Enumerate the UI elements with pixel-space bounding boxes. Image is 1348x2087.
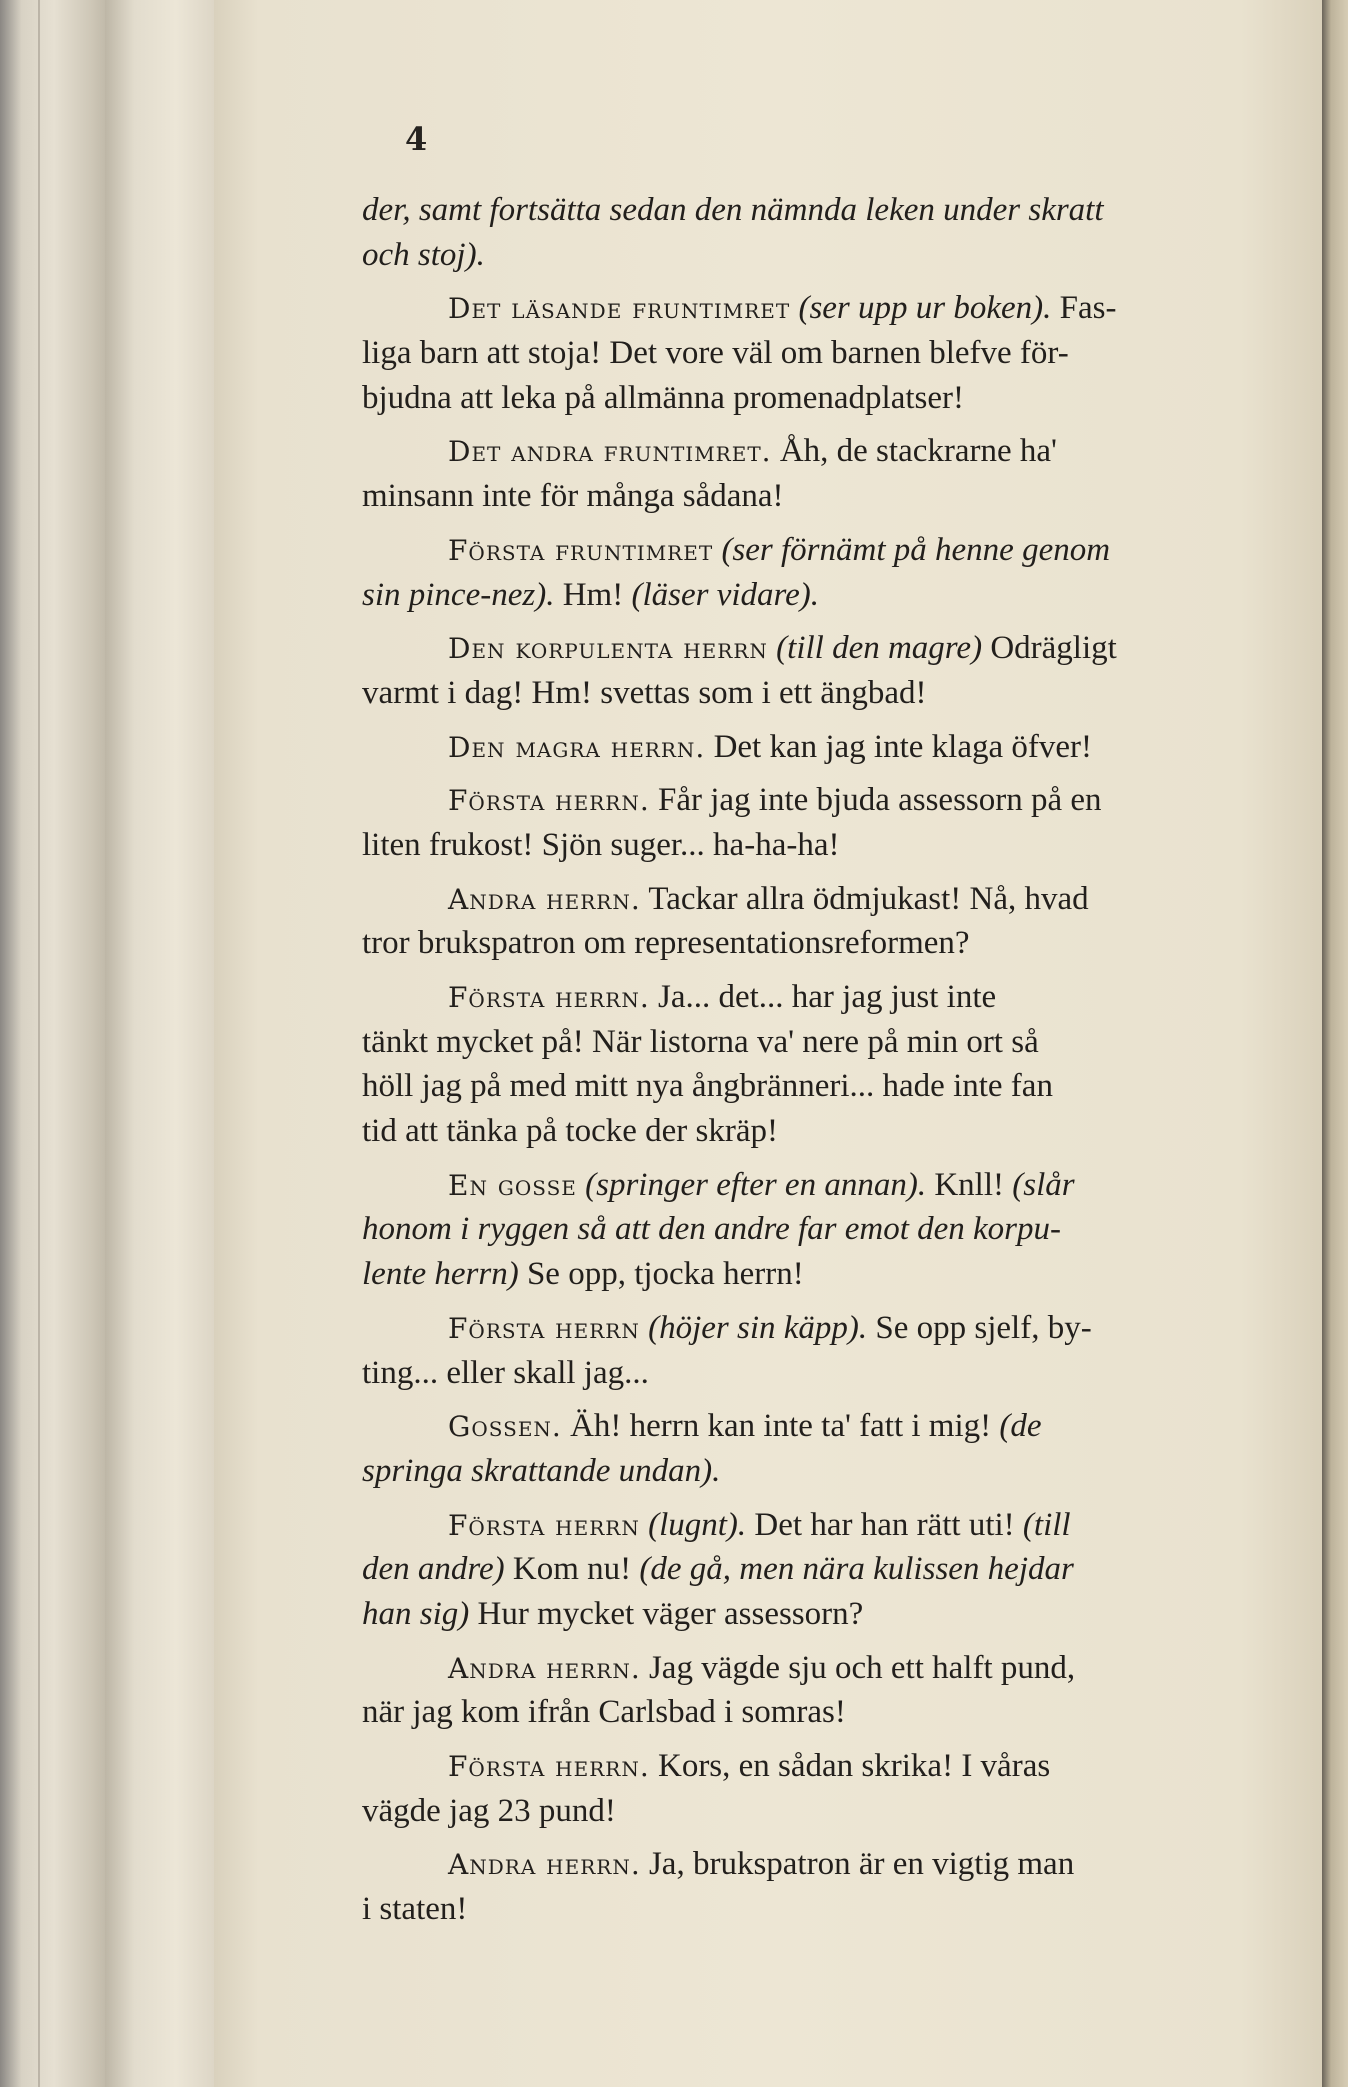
dialogue-text: Ja, brukspatron är en vigtig man xyxy=(640,1846,1075,1883)
dialogue-text: Se opp sjelf, by- xyxy=(867,1309,1092,1346)
text-line xyxy=(362,286,1282,331)
stage-direction: honom i ryggen så att den andre far emot den korpu- xyxy=(362,1211,1062,1248)
speaker-name: Den magra herrn. xyxy=(448,730,706,764)
dialogue-text: Knll! xyxy=(926,1166,1013,1203)
speaker-name: Första herrn xyxy=(448,1311,640,1345)
page-number: 4 xyxy=(405,120,428,158)
stage-direction: (ser förnämt på henne genom xyxy=(721,531,1111,568)
speaker-name: Andra herrn. xyxy=(448,1651,641,1685)
text-line xyxy=(362,1404,1282,1449)
stage-direction: (lugnt). xyxy=(648,1506,747,1543)
stage-direction: (de xyxy=(999,1408,1042,1445)
text-line xyxy=(362,1592,1282,1637)
text-line xyxy=(362,1690,1282,1735)
dialogue-text: varmt i dag! Hm! svettas som i ett ängbad! xyxy=(362,674,927,711)
text-line xyxy=(362,1064,1282,1109)
dialogue-text xyxy=(640,1507,648,1543)
stage-direction: (höjer sin käpp). xyxy=(648,1309,868,1346)
text-line xyxy=(362,474,1282,519)
dialogue-text: liten frukost! Sjön suger... ha-ha-ha! xyxy=(362,826,840,863)
dialogue-text: Åh, de stackrarne ha' xyxy=(771,433,1057,470)
text-line xyxy=(362,725,1282,770)
stage-direction: och stoj). xyxy=(362,236,485,273)
dialogue-text: Tackar allra ödmjukast! Nå, hvad xyxy=(640,880,1089,917)
dialogue-text: när jag kom ifrån Carlsbad i somras! xyxy=(362,1694,846,1731)
stage-direction: (läser vidare). xyxy=(631,576,820,613)
text-line xyxy=(362,1020,1282,1065)
facing-page-edge xyxy=(1322,0,1348,2087)
text-line xyxy=(362,671,1282,716)
stage-direction: (springer efter en annan). xyxy=(585,1166,927,1203)
text-line xyxy=(362,1842,1282,1887)
text-line xyxy=(362,1109,1282,1154)
dialogue-text: minsann inte för många sådana! xyxy=(362,478,784,515)
dialogue-text: tänkt mycket på! När listorna va' nere på min ort så xyxy=(362,1023,1039,1060)
text-line xyxy=(362,1163,1282,1208)
text-line xyxy=(362,188,1282,233)
text-line xyxy=(362,921,1282,966)
page-stack-edge xyxy=(105,0,223,2087)
dialogue-text: Äh! herrn kan inte ta' fatt i mig! xyxy=(561,1408,1000,1445)
speaker-name: Första herrn. xyxy=(448,784,650,818)
speaker-name: Andra herrn. xyxy=(448,882,641,916)
text-line xyxy=(362,1306,1282,1351)
text-line xyxy=(362,1547,1282,1592)
dialogue-text: vägde jag 23 pund! xyxy=(362,1792,616,1829)
dialogue-text: tror brukspatron om representationsreformen? xyxy=(362,925,970,962)
dialogue-text: Ja... det... har jag just inte xyxy=(649,979,997,1015)
speaker-name: Första herrn. xyxy=(448,1750,650,1783)
dialogue-text xyxy=(640,1310,648,1346)
text-line xyxy=(362,1207,1282,1252)
dialogue-text: Kom nu! xyxy=(504,1551,640,1588)
dialogue-text: bjudna att leka på allmänna promenadplatser! xyxy=(362,379,965,416)
text-line xyxy=(362,429,1282,474)
speaker-name: Det läsande fruntimret xyxy=(448,292,791,326)
stage-direction: (till xyxy=(1022,1506,1071,1543)
speaker-name: Första herrn. xyxy=(448,981,650,1014)
speaker-name: Den korpulenta herrn xyxy=(448,632,768,666)
text-line xyxy=(362,626,1282,671)
text-line xyxy=(362,1646,1282,1691)
stage-direction: springa skrattande undan). xyxy=(362,1452,721,1489)
stage-direction: der, samt fortsätta sedan den nämnda leken under skratt xyxy=(362,192,1104,228)
text-line xyxy=(362,1887,1282,1932)
book-cover-edge xyxy=(0,0,120,2087)
dialogue-text: i staten! xyxy=(362,1891,468,1928)
stage-direction: (slår xyxy=(1012,1166,1075,1203)
body-text xyxy=(362,188,1282,1932)
dialogue-text: höll jag på med mitt nya ångbränneri... hade inte fan xyxy=(362,1068,1053,1105)
speaker-name: En gosse xyxy=(448,1168,577,1202)
text-line xyxy=(362,975,1282,1020)
dialogue-text: tid att tänka på tocke der skräp! xyxy=(362,1113,778,1150)
text-line xyxy=(362,331,1282,376)
text-line xyxy=(362,1252,1282,1297)
stage-direction: (till den magre) xyxy=(776,630,983,667)
dialogue-text: Hm! xyxy=(554,576,632,613)
dialogue-text: liga barn att stoja! Det vore väl om barnen blefve för- xyxy=(362,335,1069,372)
speaker-name: Gossen. xyxy=(448,1410,562,1444)
dialogue-text: Se opp, tjocka herrn! xyxy=(518,1256,804,1293)
speaker-name: Det andra fruntimret. xyxy=(448,435,772,469)
text-line xyxy=(362,823,1282,868)
dialogue-text xyxy=(577,1167,585,1203)
text-line xyxy=(362,233,1282,278)
dialogue-text: Fas- xyxy=(1051,290,1117,327)
text-line xyxy=(362,877,1282,922)
stage-direction: (de gå, men nära kulissen hejdar xyxy=(639,1551,1074,1588)
speaker-name: Första herrn xyxy=(448,1508,640,1542)
dialogue-text: Jag vägde sju och ett halft pund, xyxy=(640,1649,1076,1686)
text-line xyxy=(362,1449,1282,1494)
dialogue-text: Det kan jag inte klaga öfver! xyxy=(705,728,1092,765)
speaker-name: Första fruntimret xyxy=(448,533,714,567)
text-line xyxy=(362,1789,1282,1834)
text-line xyxy=(362,376,1282,421)
dialogue-text: Odrägligt xyxy=(982,630,1117,667)
dialogue-text: Det har han rätt uti! xyxy=(746,1506,1023,1543)
dialogue-text xyxy=(768,630,776,666)
stage-direction: lente herrn) xyxy=(362,1256,519,1293)
dialogue-text: Hur mycket väger assessorn? xyxy=(469,1595,864,1632)
stage-direction: den andre) xyxy=(362,1551,505,1588)
stage-direction: sin pince-nez). xyxy=(362,576,555,613)
dialogue-text: ting... eller skall jag... xyxy=(362,1354,649,1391)
text-line xyxy=(362,528,1282,573)
text-line xyxy=(362,1744,1282,1789)
text-line xyxy=(362,1351,1282,1396)
text-line xyxy=(362,1503,1282,1548)
dialogue-text: Får jag inte bjuda assessorn på en xyxy=(649,782,1102,819)
dialogue-text: Kors, en sådan skrika! I våras xyxy=(649,1748,1051,1784)
text-line xyxy=(362,573,1282,618)
speaker-name: Andra herrn. xyxy=(448,1848,641,1882)
stage-direction: han sig) xyxy=(362,1595,470,1632)
stage-direction: (ser upp ur boken). xyxy=(798,290,1052,327)
text-line xyxy=(362,778,1282,823)
